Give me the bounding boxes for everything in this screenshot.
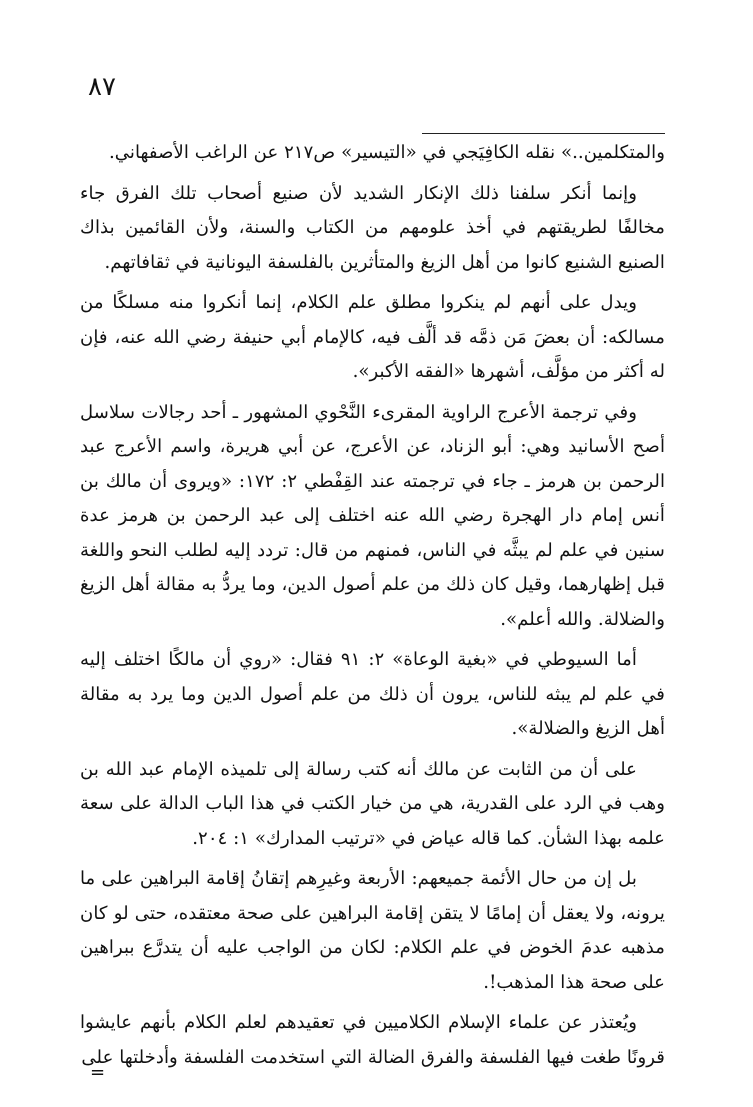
paragraph: ويدل على أنهم لم ينكروا مطلق علم الكلام، إنما أنكروا منه مسلكًا من مسالكه: أن بعضَ مَن ذمَّه قد ألَّف فيه، كالإمام أبي حنيفة رضي الله عنه، فإن له أكثر من مؤلَّف، أشهرها «الفقه الأكبر». (80, 292, 665, 382)
paragraph: على أن من الثابت عن مالك أنه كتب رسالة إلى تلميذه الإمام عبد الله بن وهب في الرد على القدرية، هي من خيار الكتب في هذا الباب الدالة على سعة علمه بهذا الشأن. كما قاله عياض في «ترتيب المدارك» ١: ٢٠٤. (80, 758, 665, 849)
paragraph: أما السيوطي في «بغية الوعاة» ٢: ٩١ فقال: «روي أن مالكًا اختلف إليه في علم لم يبثه للناس، يرون أن ذلك من علم أصول الدين وما يرد به مقالة أهل الزيغ والضلالة». (80, 649, 665, 739)
paragraph: ويُعتذر عن علماء الإسلام الكلاميين في تعقيدهم لعلم الكلام بأنهم عايشوا قرونًا طغت فيها الفلسفة والفرق الضالة التي استخدمت الفلسفة وأدخلتها على (80, 1012, 665, 1068)
body-text (80, 136, 665, 1081)
paragraph: بل إن من حال الأئمة جميعهم: الأربعة وغيرِهم إتقانُ إقامة البراهين على ما يرونه، ولا يعقل أن إمامًا لا يتقن إقامة البراهين على صحة معتقده، حتى لو كان مذهبه عدمَ الخوض في علم الكلام: لكان من الواجب عليه أن يتدرَّع ببراهين على صحة هذا المذهب!. (80, 868, 665, 993)
page-number: ٨٧ (88, 72, 116, 102)
paragraph: وإنما أنكر سلفنا ذلك الإنكار الشديد لأن صنيع أصحاب تلك الفرق جاء مخالفًا لطريقتهم في أخذ علومهم من الكتاب والسنة، ولأن القائمين بذاك الصنيع الشنيع كانوا من أهل الزيغ والمتأثرين بالفلسفة اليونانية في ثقافاتهم. (80, 182, 665, 273)
paragraph: وفي ترجمة الأعرج الراوية المقرىء النَّحْوي المشهور ـ أحد رجالات سلاسل أصح الأسانيد وهي: أبو الزناد، عن الأعرج، عن أبي هريرة، واسم الأعرج عبد الرحمن بن هرمز ـ جاء في ترجمته عند القِفْطي ٢: ١٧٢: «ويروى أن مالك بن أنس إمام دار الهجرة رضي الله عنه اختلف إلى عبد الرحمن بن هرمز عدة سنين في علم لم يبثَّه في الناس، فمنهم من قال: تردد إليه لطلب النحو واللغة قبل إظهارهما، وقيل كان ذلك من علم أصول الدين، وما يردُّ به مقالة أهل الزيغ والضلالة. والله أعلم». (80, 401, 665, 630)
continuation-mark: = (90, 1062, 106, 1083)
footnote-continuation: والمتكلمين..» نقله الكافِيَجي في «التيسير» ص٢١٧ عن الراغب الأصفهاني. (108, 142, 665, 163)
footnote-divider (422, 133, 665, 134)
